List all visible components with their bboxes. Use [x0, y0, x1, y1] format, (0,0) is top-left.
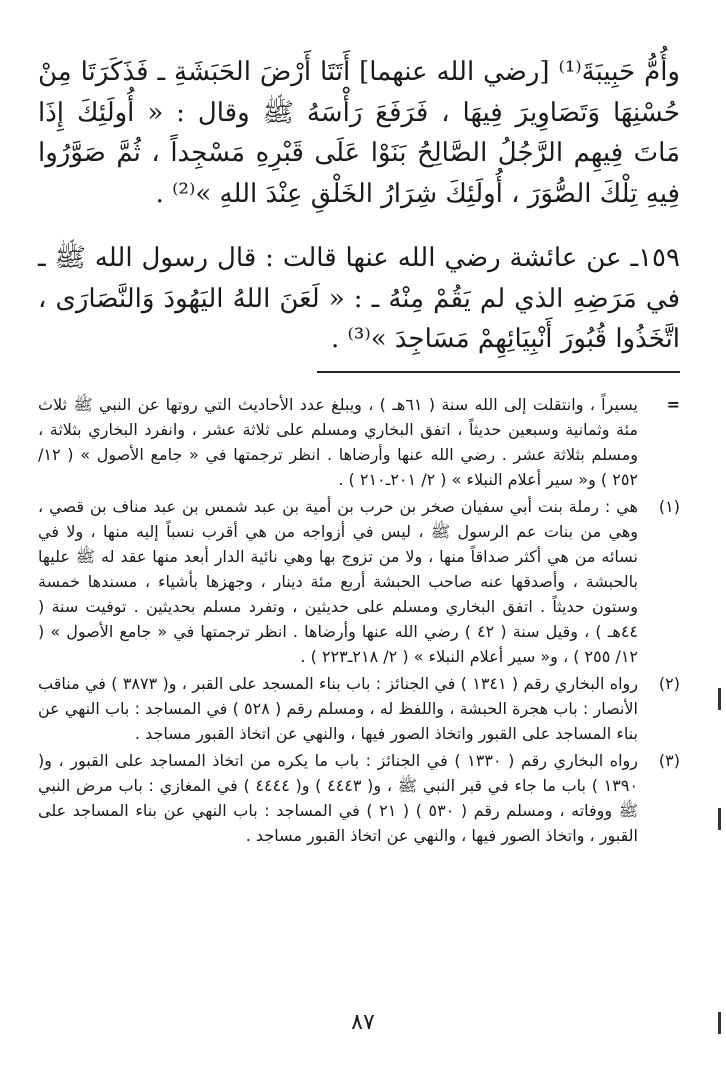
footnotes-section: [38, 392, 680, 850]
scan-edge-mark: [718, 688, 721, 710]
footnote-text: يسيراً ، وانتقلت إلى الله سنة ( ٦١هـ ) ، ويبلغ عدد الأحاديث التي روتها عن النبي ﷺ ثلاث مئة وثمانية وسبعين حديثاً ، اتفق البخاري ومسلم على ثلاثة عشر ، وانفرد البخاري بثلاثة ، ومسلم بثلاثة عشر . رضي الله عنها وأرضاها . انظر ترجمتها في « جامع الأصول » ( ١٢/ ٢٥٢ ) و« سير أعلام النبلاء » ( ٢/ ٢٠١ـ٢١٠ ) .: [38, 395, 639, 489]
footnote-text: رواه البخاري رقم ( ١٣٤١ ) في الجنائز : باب بناء المسجد على القبر ، و( ٣٨٧٣ ) في مناقب الأنصار : باب هجرة الحبشة ، واللفظ له ، ومسلم رقم ( ٥٢٨ ) في المساجد : باب النهي عن بناء المساجد على القبور واتخاذ الصور فيها ، والنهي عن اتخاذ القبور مساجد .: [38, 674, 638, 743]
footnote-mark: (١): [658, 497, 680, 516]
footnote-mark: (٢): [658, 674, 680, 693]
footnote-continuation: [38, 392, 680, 492]
main-text: [38, 52, 680, 360]
footnote-mark: (٣): [658, 751, 680, 770]
scan-edge-mark: [718, 808, 721, 830]
hadith-159-paragraph: ١٥٩ـ عن عائشة رضي الله عنها قالت : قال رسول الله ﷺ ـ في مَرَضِهِ الذي لم يَقُمْ مِنْهُ ـ : « لَعَنَ اللهُ اليَهُودَ وَالنَّصَارَى ، اتَّخَذُوا قُبُورَ أَنْبِيَائِهِمْ مَسَاجِدَ »⁽³⁾ .: [38, 243, 680, 354]
footnote-separator: [317, 371, 680, 373]
footnote-3: [38, 748, 680, 848]
footnote-text: هي : رملة بنت أبي سفيان صخر بن حرب بن أمية بن عبد شمس بن عبد مناف بن قصي ، وهي من بنات عم الرسول ﷺ ، ليس في أزواجه من هي أقرب نسباً إليه منها ، ولا في نسائه من هي أكثر صداقاً منها ، ولا من تزوج بها وهي نائية الدار أبعد منها عقد له ﷺ عليها بالحبشة ، وأصدقها عنه صاحب الحبشة أربع مئة دينار ، وجهزها بأشياء ، مسندها خمسة وستون حديثاً . اتفق البخاري ومسلم على حديثين ، وتفرد مسلم بحديثين . توفيت سنة ( ٤٤هـ ) ، وقيل سنة ( ٤٢ ) رضي الله عنها وأرضاها . انظر ترجمتها في « جامع الأصول » ( ١٢/ ٢٥٥ ) ، و« سير أعلام النبلاء » ( ٢/ ٢١٨ـ٢٢٣ ) .: [38, 497, 638, 666]
page-number: ٨٧: [351, 1010, 375, 1035]
footnote-text: رواه البخاري رقم ( ١٣٣٠ ) في الجنائز : باب ما يكره من اتخاذ المساجد على القبور ، و( ١٣٩٠ ) باب ما جاء في قبر النبي ﷺ ، و( ٤٤٤٣ ) و( ٤٤٤٤ ) في المغازي : باب مرض النبي ﷺ ووفاته ، ومسلم رقم ( ٥٣٠ ) ( ٢١ ) في المساجد : باب النهي عن بناء المساجد على القبور ، واتخاذ الصور فيها ، والنهي عن اتخاذ القبور مساجد .: [38, 751, 639, 845]
main-paragraph-1: وأُمُّ حَبِيبَةَ⁽¹⁾ [رضي الله عنهما] أَتَتَا أَرْضَ الحَبَشَةِ ـ فَذَكَرَتَا مِنْ حُسْنِهَا وَتَصَاوِيرَ فِيهَا ، فَرَفَعَ رَأْسَهُ ﷺ وقال : « أُولَئِكَ إِذَا مَاتَ فِيهِم الرَّجُلُ الصَّالِحُ بَنَوْا عَلَى قَبْرِهِ مَسْجِداً ، ثُمَّ صَوَّرُوا فِيهِ تِلْكَ الصُّوَرَ ، أُولَئِكَ شِرَارُ الخَلْقِ عِنْدَ اللهِ »⁽²⁾ .: [38, 57, 680, 209]
footnote-2: [38, 671, 680, 746]
footnote-1: [38, 494, 680, 669]
scan-edge-mark: [718, 1012, 721, 1034]
footnote-mark: =: [666, 395, 680, 414]
